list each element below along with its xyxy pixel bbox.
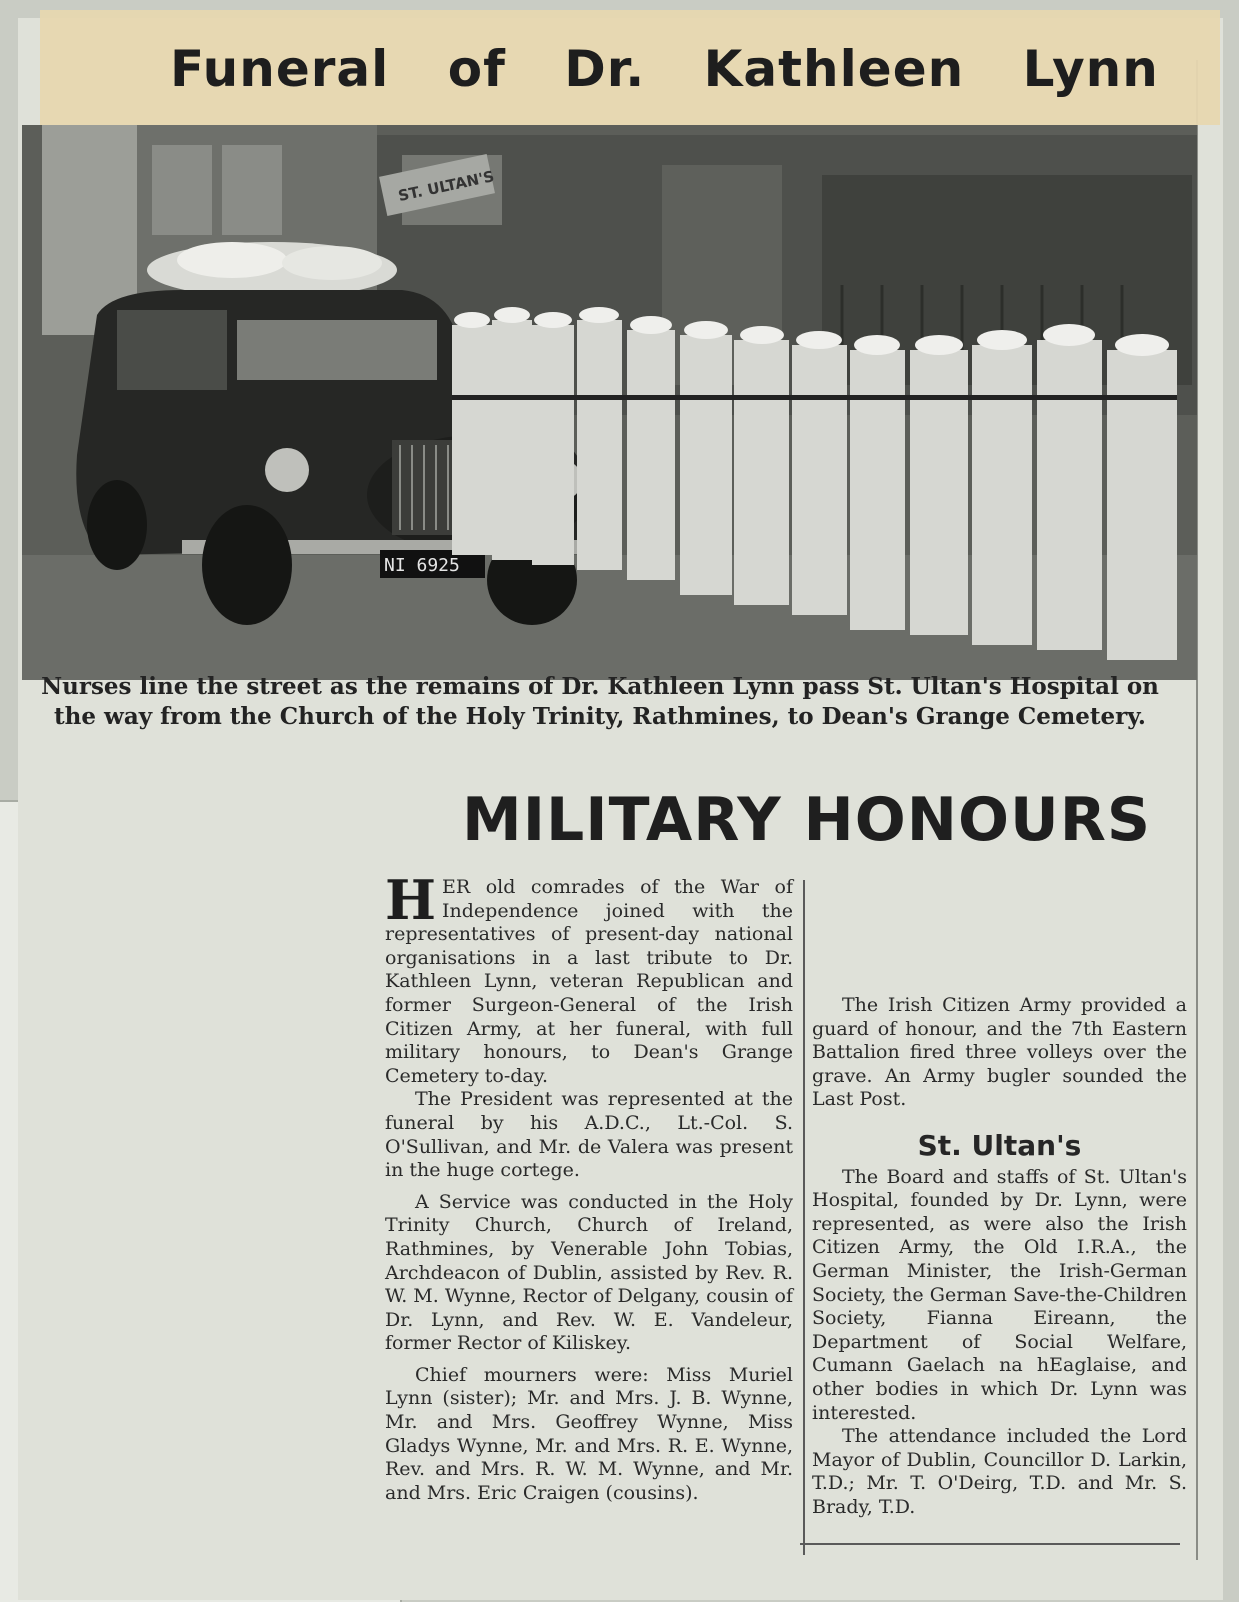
photo-illustration xyxy=(22,125,1197,680)
article-paragraph: The Board and staffs of St. Ultan's Hospital, founded by Dr. Lynn, were represented, as were also the Irish Citizen Army, the Old I.R.A., the German Minister, the Irish-German Society, the German Save-the-Children Society, Fianna Eireann, the Department of Social Welfare, Cumann Gaelach na hEaglaise, and other bodies in which Dr. Lynn was interested. xyxy=(812,1165,1187,1424)
drop-cap: H xyxy=(385,868,437,932)
bottom-rule xyxy=(800,1543,1180,1545)
column-rule xyxy=(803,880,805,1555)
article-paragraph: Chief mourners were: Miss Muriel Lynn (sister); Mr. and Mrs. J. B. Wynne, Mr. and Mrs. Geoffrey Wynne, Miss Gladys Wynne, Mr. and Mrs. R. E. Wynne, Rev. and Mrs. R. W. M. Wynne, and Mr. and Mrs. Eric Craigen (cousins). xyxy=(385,1363,793,1504)
article-paragraph: The President was represented at the funeral by his A.D.C., Lt.-Col. S. O'Sullivan, and Mr. de Valera was present in the huge cortege. xyxy=(385,1088,793,1182)
article-column-1 xyxy=(385,868,793,1505)
hospital-sign: ST. ULTAN'S xyxy=(396,167,496,206)
paragraph-text: ER old comrades of the War of Independence joined with the representatives of present-day national organisations in a last tribute to Dr. Kathleen Lynn, veteran Republican and former Surgeon-General of the Irish Citizen Army, at her funeral, with full military honours, to Dean's Grange Cemetery to-day. xyxy=(385,876,793,1087)
article-paragraph: The attendance included the Lord Mayor of Dublin, Councillor D. Larkin, T.D.; Mr. T. O'Deirg, T.D. and Mr. S. Brady, T.D. xyxy=(812,1425,1187,1518)
license-plate: NI 6925 xyxy=(384,555,460,576)
article-paragraph: A Service was conducted in the Holy Trinity Church, Church of Ireland, Rathmines, by Venerable John Tobias, Archdeacon of Dublin, assisted by Rev. R. W. M. Wynne, Rector of Delgany, cousin of Dr. Lynn, and Rev. W. E. Vandeleur, former Rector of Kiliskey. xyxy=(385,1190,793,1355)
article-title: MILITARY HONOURS xyxy=(462,785,1152,855)
article-paragraph: The Irish Citizen Army provided a guard of honour, and the 7th Eastern Battalion fired three volleys over the grave. An Army bugler sounded the Last Post. xyxy=(812,994,1187,1111)
subheading: St. Ultan's xyxy=(917,1128,1082,1162)
photo-caption: Nurses line the street as the remains of Dr. Kathleen Lynn pass St. Ultan's Hospital on the way from the Church of the Holy Trinity, Rathmines, to Dean's Grange Cemetery. xyxy=(41,673,1159,730)
funeral-photograph xyxy=(22,125,1197,680)
headline: Funeral of Dr. Kathleen Lynn xyxy=(170,40,1159,98)
article-paragraph xyxy=(385,868,793,1088)
article-column-2 xyxy=(812,884,1187,1519)
